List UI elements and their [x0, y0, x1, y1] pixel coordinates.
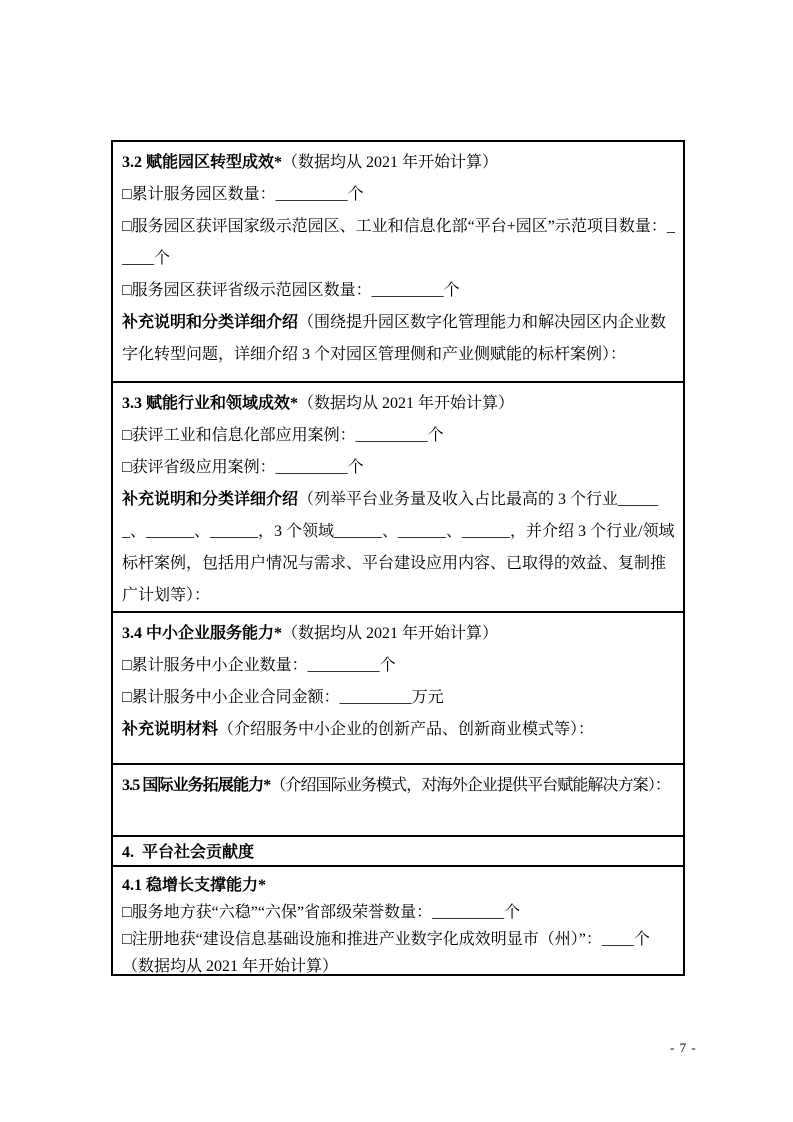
form-row-3-4-sme-service [113, 613, 683, 765]
checkbox-line-miit-cases: □获评工业和信息化部应用案例：_________个 [122, 427, 444, 444]
page-number: - 7 - [670, 1040, 697, 1055]
section-3-3-note: （数据均从 2021 年开始计算） [298, 395, 515, 412]
checkbox-line-honors-count: □服务地方获“六稳”“六保”省部级荣誉数量：_________个 [122, 904, 521, 921]
supplement-3-4-label: 补充说明材料 [122, 721, 219, 738]
section-3-5-title: 3.5 国际业务拓展能力* [122, 777, 271, 794]
section-3-5-heading [122, 770, 675, 802]
section-4-heading [122, 842, 675, 864]
checkbox-line-registered-city-award: □注册地获“建设信息基础设施和推进产业数字化成效明显市（州）”：____个 [122, 931, 650, 948]
supplement-3-2-label: 补充说明和分类详细介绍 [122, 314, 299, 331]
section-3-2-note: （数据均从 2021 年开始计算） [282, 154, 499, 171]
section-3-4-note: （数据均从 2021 年开始计算） [282, 625, 499, 642]
section-3-2-title: 3.2 赋能园区转型成效* [122, 154, 283, 171]
section-3-3-heading [122, 388, 675, 420]
checkbox-line-provincial-demo-parks: □服务园区获评省级示范园区数量：_________个 [122, 282, 460, 299]
checkbox-line-provincial-cases: □获评省级应用案例：_________个 [122, 459, 364, 476]
form-row-3-5-international-business [113, 765, 683, 837]
form-row-4-social-contribution [113, 837, 683, 867]
section-3-5-note: （介绍国际业务模式，对海外企业提供平台赋能解决方案）： [270, 777, 671, 794]
application-form-table [111, 140, 685, 976]
section-3-2-heading [122, 147, 675, 179]
checkbox-line-sme-contract-amount: □累计服务中小企业合同金额：_________万元 [122, 689, 444, 706]
supplement-3-4-note: （介绍服务中小企业的创新产品、创新商业模式等）： [218, 721, 595, 738]
checkbox-line-parks-served: □累计服务园区数量：_________个 [122, 186, 364, 203]
section-4-title: 4. 平台社会贡献度 [122, 844, 255, 861]
checkbox-line-sme-count: □累计服务中小企业数量：_________个 [122, 657, 396, 674]
supplement-3-2 [122, 307, 675, 371]
section-3-3-title: 3.3 赋能行业和领域成效* [122, 395, 299, 412]
form-row-3-3-industry-field-results [113, 383, 683, 613]
section-4-1-heading [122, 872, 675, 899]
supplement-3-2-note: （围绕提升园区数字化管理能力和解决园区内企业数字化转型问题，详细介绍 3 个对园区管理侧和产业侧赋能的标杆案例）： [122, 314, 667, 363]
supplement-3-3 [122, 484, 675, 612]
section-3-4-title: 3.4 中小企业服务能力* [122, 625, 283, 642]
note-data-since-2021: （数据均从 2021 年开始计算） [122, 958, 339, 974]
section-3-4-heading [122, 618, 675, 650]
supplement-3-3-label: 补充说明和分类详细介绍 [122, 491, 299, 508]
section-4-1-title: 4.1 稳增长支撑能力* [122, 877, 267, 894]
form-row-3-2-park-transformation [113, 142, 683, 383]
form-row-4-1-growth-support [113, 867, 683, 974]
supplement-3-4 [122, 714, 675, 746]
supplement-3-3-note: （列举平台业务量及收入占比最高的 3 个行业______、______、______，3 个领域______、______、______，并介绍 3 个行业/领域标杆案例，包括用户情况与需求、平台建设应用内容、已取得的效益、复制推广计划等）： [122, 491, 675, 604]
checkbox-line-national-demo-parks: □服务园区获评国家级示范园区、工业和信息化部“平台+园区”示范项目数量：_____个 [122, 218, 675, 267]
